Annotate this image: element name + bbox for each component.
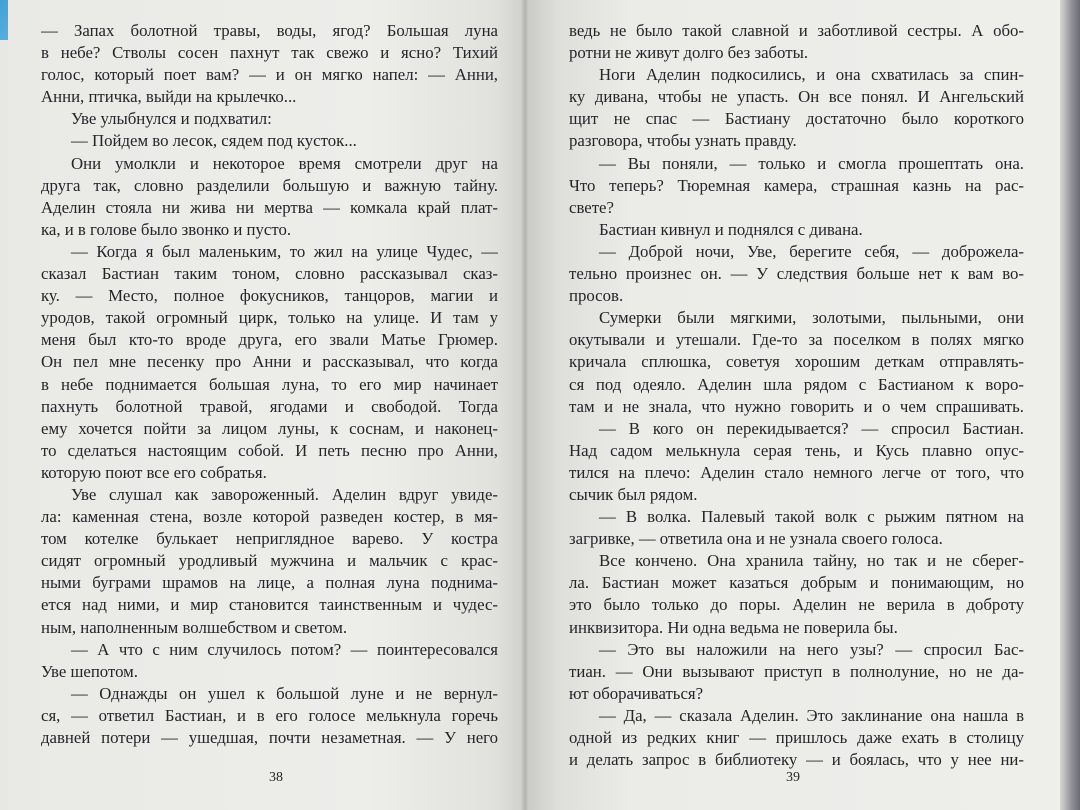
text-line: окутывали и утешали. Где-то за поселком в полях мягко — [569, 330, 1024, 350]
text-line: Они умолкли и некоторое время смотрели друг на — [71, 153, 498, 173]
text-line: — Когда я был маленьким, то жил на улице Чудес, — — [71, 241, 498, 261]
text-line: ют оборачиваться? — [569, 683, 704, 703]
text-line: Уве улыбнулся и подхватил: — [71, 109, 272, 129]
right-page — [525, 0, 1060, 810]
text-line: Бастиан кивнул и поднялся с дивана. — [599, 219, 863, 239]
left-page — [8, 0, 525, 810]
text-line: Аделин стояла ни жива ни мертва — комкала край плат- — [41, 197, 498, 217]
text-line: ка, и в голове было звонко и пусто. — [41, 219, 292, 239]
text-line: пахнуть болотной травой, ягодами и свободой. Тогда — [41, 396, 498, 416]
text-line: — Запах болотной травы, воды, ягод? Большая луна — [41, 21, 498, 40]
text-line: — Доброй ночи, Уве, берегите себя, — доброжела- — [599, 241, 1024, 261]
page-number: 39 — [786, 770, 800, 785]
text-line: голос, который поет вам? — и он мягко напел: — Анни, — [41, 65, 498, 85]
text-line: — В волка. Палевый такой волк с рыжим пятном на — [599, 507, 1024, 527]
text-line: ла: каменная стена, возле которой разведен костер, в мя- — [41, 507, 498, 527]
text-line: Сумерки были мягкими, золотыми, пыльными, они — [599, 308, 1024, 328]
text-line: — Вы поняли, — только и смогла прошептать она. — [599, 153, 1024, 173]
book-spine — [521, 0, 529, 810]
text-line: ку дивана, чтобы не упасть. Он все понял. И Ангельский — [569, 87, 1024, 107]
text-line: — Однажды он ушел к большой луне и не вернул- — [71, 683, 498, 703]
text-line: Над садом мелькнула серая тень, и Кусь плавно опус- — [569, 440, 1024, 460]
text-line: — Пойдем во лесок, сядем под кусток... — [71, 131, 357, 151]
text-line: просов. — [569, 286, 624, 306]
text-line: Уве слушал как завороженный. Аделин вдруг увиде- — [71, 484, 498, 504]
text-line: одной из редких книг — пришлось даже ехать в столицу — [569, 728, 1024, 747]
text-line: — Это вы наложили на него узы? — спросил Бас- — [599, 639, 1024, 659]
text-line: загривке, — ответила она и не узнала своего голоса. — [569, 529, 943, 549]
text-line: — Да, — сказала Аделин. Это заклинание она нашла в — [599, 705, 1024, 725]
text-line: Анни, птичка, выйди на крылечко... — [41, 87, 297, 107]
text-line: щит не спас — Бастиану достаточно было короткого — [569, 109, 1024, 129]
page-number: 38 — [269, 770, 283, 785]
page-edges — [1060, 0, 1080, 810]
text-line: ку. — Место, полное фокусников, танцоров, магии и — [41, 286, 498, 306]
text-line: друга так, словно разделили большую и важную тайну. — [41, 175, 498, 195]
text-line: разговора, чтобы узнать правду. — [569, 131, 797, 151]
text-line: в небе поднимается большая луна, то его мир начинает — [41, 374, 498, 394]
text-line: том котелке булькает неприглядное варево. У костра — [41, 529, 498, 549]
text-line: сидят огромный уродливый мужчина и мальчик с крас- — [41, 551, 498, 571]
text-line: тился на плечо: Аделин стало немного легче от того, что — [569, 462, 1024, 482]
text-line: в небе? Стволы сосен пахнут так свежо и ясно? Тихий — [41, 43, 498, 63]
text-line: которую поют все его собратья. — [41, 462, 267, 482]
text-line: ему хочется пойти за лицом луны, к соснам, и наконец- — [41, 418, 498, 438]
text-line: ется над ними, и мир становится таинственным и чудес- — [41, 595, 498, 615]
text-line: уродов, такой огромный цирк, только на улице. И там у — [41, 308, 498, 328]
text-line: ным, наполненным волшебством и светом. — [41, 617, 348, 637]
text-line: то сделаться настоящим собой. И петь песню про Анни, — [41, 440, 498, 460]
text-line: ными буграми шрамов на лице, а полная луна поднима- — [41, 573, 498, 593]
text-line: ротни не живут долго без заботы. — [569, 43, 809, 63]
text-line: сычик был рядом. — [569, 484, 698, 504]
text-line: свете? — [569, 197, 614, 217]
text-line: ла. Бастиан может казаться добрым и понимающим, но — [569, 573, 1024, 593]
text-line: ся под одеяло. Аделин шла рядом с Бастианом к воро- — [569, 374, 1024, 394]
text-line: Что теперь? Тюремная камера, страшная казнь на рас- — [569, 175, 1024, 195]
text-line: — В кого он перекидывается? — спросил Бастиан. — [599, 418, 1024, 438]
text-line: и делать запрос в библиотеку — и боялась, что у нее ни- — [569, 750, 1024, 770]
text-line: там и не знала, что нужно говорить и о чем спрашивать. — [569, 396, 1024, 416]
text-line: тельно произнес он. — У следствия больше нет к вам во- — [569, 264, 1024, 284]
text-line: ся, — ответил Бастиан, и в его голосе мелькнула горечь — [41, 705, 498, 725]
text-line: ведь не было такой славной и заботливой сестры. А обо- — [569, 21, 1024, 40]
text-line: инквизитора. Ни одна ведьма не поверила бы. — [569, 617, 898, 637]
text-line: тиан. — Они вызывают приступ в полнолуние, но не да- — [569, 661, 1024, 681]
text-line: Уве шепотом. — [41, 661, 138, 681]
text-line: сказал Бастиан таким тоном, словно рассказывал сказ- — [41, 264, 498, 284]
text-line: это было только до поры. Аделин не верила в доброту — [569, 595, 1024, 615]
text-line: меня был кто-то вроде друга, его звали Матье Грюмер. — [41, 330, 498, 350]
text-line: Он пел мне песенку про Анни и рассказывал, что когда — [41, 352, 498, 372]
text-line: кричала сплюшка, советуя хорошим деткам отправлять- — [569, 352, 1024, 372]
text-line: Все кончено. Она хранила тайну, но так и не сберег- — [599, 551, 1024, 571]
text-line: Ноги Аделин подкосились, и она схватилась за спин- — [599, 65, 1024, 85]
text-line: давней потери — ушедшая, почти незаметная. — У него — [41, 728, 498, 747]
text-line: — А что с ним случилось потом? — поинтересовался — [71, 639, 498, 659]
